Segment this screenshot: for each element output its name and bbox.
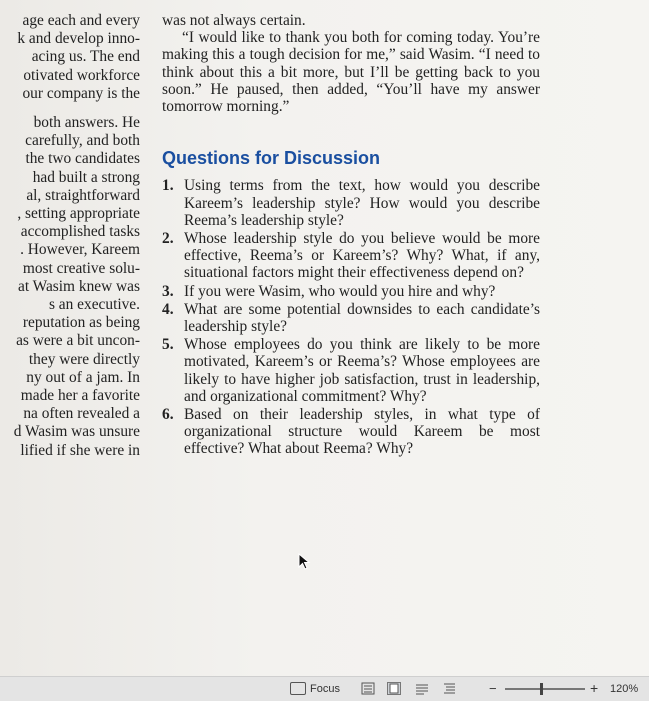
zoom-out-button[interactable]: −	[489, 681, 497, 696]
left-line: s an executive.	[48, 296, 140, 314]
outline-view-icon[interactable]	[442, 682, 456, 695]
question-number: 6.	[162, 406, 174, 424]
question-item	[162, 230, 540, 282]
read-mode-icon[interactable]	[361, 682, 375, 695]
left-line: the two candidates	[25, 150, 140, 168]
question-list	[162, 177, 540, 457]
left-line: our company is the	[22, 84, 140, 102]
left-line: na often revealed a	[23, 405, 140, 423]
question-number: 1.	[162, 177, 174, 195]
left-line: most creative solu-	[22, 259, 140, 277]
left-line: ny out of a jam. In	[26, 368, 140, 386]
right-column	[162, 12, 540, 459]
zoom-in-button[interactable]: +	[590, 680, 599, 696]
focus-button[interactable]	[290, 682, 340, 695]
left-line: they were directly	[28, 350, 140, 368]
paragraph: was not always certain.	[162, 12, 306, 29]
left-column	[0, 12, 140, 460]
left-line: accomplished tasks	[20, 223, 140, 241]
left-line: lified if she were in	[20, 441, 140, 459]
left-line: age each and every	[22, 12, 140, 29]
left-line: , setting appropriate	[17, 205, 140, 223]
question-text: If you were Wasim, who would you hire and why?	[184, 282, 496, 300]
web-layout-icon[interactable]	[415, 682, 429, 695]
left-line: both answers. He	[33, 114, 140, 132]
question-item	[162, 283, 540, 300]
question-number: 4.	[162, 300, 174, 318]
left-line: carefully, and both	[25, 132, 140, 150]
print-layout-icon[interactable]	[387, 682, 401, 695]
left-line: as were a bit uncon-	[16, 332, 140, 350]
paragraph: “I would like to thank you both for coming today. You’re making this a tough decision for me,” said Wasim. “I need to think about this a bit more, but I’ll be getting back to you soon.” He paused, then added, “You’ll have my answer tomorrow morning.”	[162, 29, 540, 116]
left-line: reputation as being	[22, 314, 140, 332]
question-text: Whose employees do you think are likely to be more motivated, Kareem’s or Reema’s? Whose employees are likely to have higher job satisfaction, trust in leadership, and organizational commitment? Why?	[184, 336, 540, 405]
left-line: at Wasim knew was	[17, 277, 140, 295]
left-line: . However, Kareem	[20, 241, 140, 259]
question-text: Whose leadership style do you believe would be more effective, Reema’s or Kareem’s? Why? What, if any, situational factors might their effectiveness depend on?	[184, 230, 540, 282]
status-bar	[0, 676, 649, 701]
question-text: Based on their leadership styles, in what type of organizational structure would Kareem be most effective? What about Reema? Why?	[184, 406, 540, 458]
left-line: had built a strong	[32, 168, 140, 186]
focus-label: Focus	[310, 682, 340, 695]
question-text: What are some potential downsides to each candidate’s leadership style?	[184, 300, 540, 336]
left-line: otivated workforce	[23, 66, 140, 84]
question-item	[162, 177, 540, 229]
left-line: made her a favorite	[20, 387, 140, 405]
zoom-slider-thumb[interactable]	[540, 683, 543, 695]
question-number: 5.	[162, 336, 174, 354]
left-line: d Wasim was unsure	[13, 423, 140, 441]
question-item	[162, 406, 540, 458]
zoom-level: 120%	[610, 683, 639, 695]
question-item	[162, 301, 540, 335]
question-number: 3.	[162, 282, 174, 300]
question-text: Using terms from the text, how would you describe Kareem’s leadership style? How would you describe Reema’s leadership style?	[184, 177, 540, 229]
section-heading: Questions for Discussion	[162, 148, 381, 169]
left-line: al, straightforward	[26, 186, 140, 204]
question-item	[162, 336, 540, 405]
zoom-slider[interactable]	[505, 688, 585, 690]
focus-icon	[290, 682, 306, 695]
mouse-pointer-icon	[298, 553, 312, 571]
question-number: 2.	[162, 230, 174, 248]
left-line: acing us. The end	[31, 48, 140, 66]
left-line: k and develop inno-	[17, 30, 140, 48]
